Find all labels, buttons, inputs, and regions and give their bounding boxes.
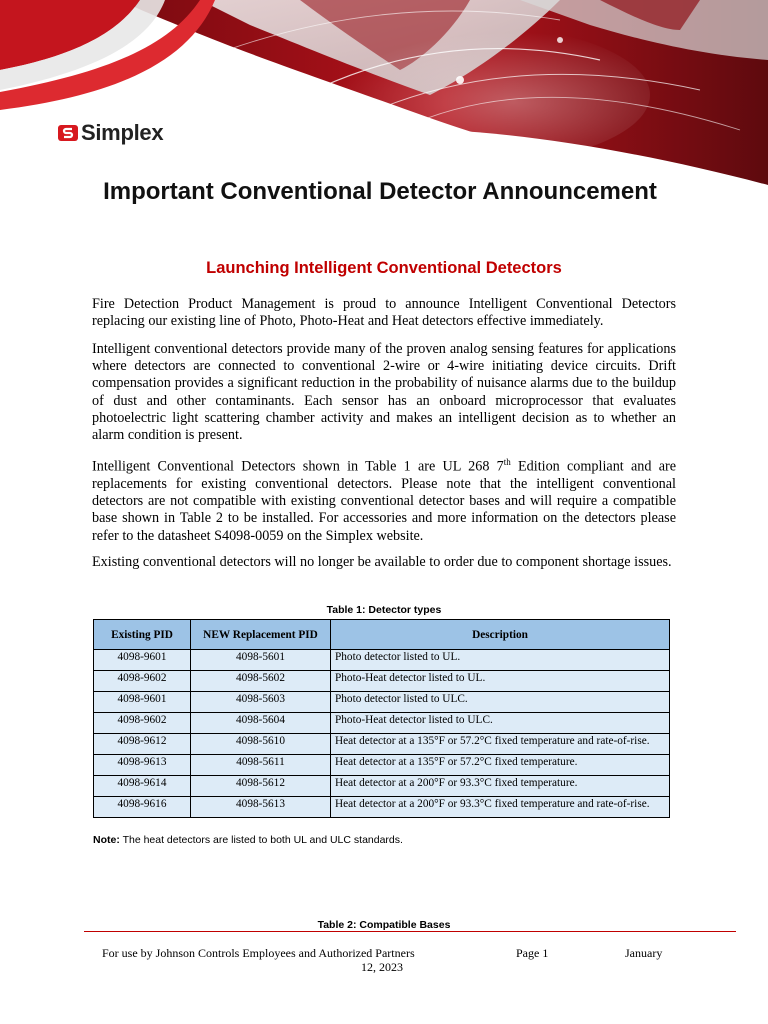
detector-types-table <box>93 619 670 818</box>
footer-divider <box>84 931 736 932</box>
description-cell: Heat detector at a 200°F or 93.3°C fixed temperature. <box>331 776 670 797</box>
existing-pid-cell: 4098-9601 <box>94 650 191 671</box>
paragraph-features: Intelligent conventional detectors provide many of the proven analog sensing features for applications where detectors are connected to conventional 2-wire or 4-wire initiating device circuits. Drift compensation provides a significant reduction in the probability of nuisance alarms due to the buildup of dust and other contaminants. Each sensor has an onboard microprocessor that evaluates photoelectric light scattering chamber activity and makes an intelligent decision as to whether an alarm condition is present. <box>92 341 676 444</box>
section-subtitle: Launching Intelligent Conventional Detectors <box>206 259 562 277</box>
new-pid-cell: 4098-5604 <box>191 713 331 734</box>
footer-page-number: Page 1 <box>516 946 549 960</box>
new-pid-cell: 4098-5612 <box>191 776 331 797</box>
footer-audience-text: For use by Johnson Controls Employees and Authorized Partners <box>102 946 415 960</box>
simplex-logo <box>58 120 163 146</box>
compliance-text-a: Intelligent Conventional Detectors shown in Table 1 are UL 268 7 <box>92 458 504 475</box>
table-note <box>93 834 403 846</box>
new-pid-cell: 4098-5601 <box>191 650 331 671</box>
existing-pid-cell: 4098-9602 <box>94 713 191 734</box>
description-cell: Photo-Heat detector listed to ULC. <box>331 713 670 734</box>
table-header-row <box>94 620 670 650</box>
paragraph-availability: Existing conventional detectors will no longer be available to order due to component shortage issues. <box>92 554 672 570</box>
header-banner-graphic <box>0 0 768 190</box>
description-cell: Photo detector listed to UL. <box>331 650 670 671</box>
paragraph-intro: Fire Detection Product Management is proud to announce Intelligent Conventional Detectors replacing our existing line of Photo, Photo-Heat and Heat detectors effective immediately. <box>92 296 676 330</box>
existing-pid-cell: 4098-9614 <box>94 776 191 797</box>
note-text: The heat detectors are listed to both UL and ULC standards. <box>119 834 403 846</box>
simplex-logo-icon <box>58 123 78 143</box>
compliance-text-b: Edition compliant and are replacements for existing conventional detectors. Please note that the intelligent conventional detectors are not compatible with existing conventional detector bases and will require a compatible base shown in Table 2 to be installed. For accessories and more information on the detectors please refer to the datasheet S4098-0059 on the Simplex website. <box>92 458 677 544</box>
existing-pid-cell: 4098-9612 <box>94 734 191 755</box>
table-row <box>94 755 670 776</box>
new-pid-cell: 4098-5613 <box>191 797 331 818</box>
description-cell: Heat detector at a 135°F or 57.2°C fixed temperature. <box>331 755 670 776</box>
description-cell: Photo-Heat detector listed to UL. <box>331 671 670 692</box>
column-header: Existing PID <box>94 620 191 650</box>
table-row <box>94 734 670 755</box>
table1-caption: Table 1: Detector types <box>326 604 442 616</box>
table-row <box>94 797 670 818</box>
table-row <box>94 692 670 713</box>
existing-pid-cell: 4098-9602 <box>94 671 191 692</box>
existing-pid-cell: 4098-9601 <box>94 692 191 713</box>
description-cell: Photo detector listed to ULC. <box>331 692 670 713</box>
new-pid-cell: 4098-5610 <box>191 734 331 755</box>
table-row <box>94 650 670 671</box>
page-title: Important Conventional Detector Announcement <box>103 178 657 205</box>
paragraph-compliance <box>92 454 676 545</box>
column-header: NEW Replacement PID <box>191 620 331 650</box>
description-cell: Heat detector at a 200°F or 93.3°C fixed temperature and rate-of-rise. <box>331 797 670 818</box>
note-label: Note: <box>93 834 120 846</box>
footer-date-month: January <box>625 946 663 960</box>
table-row <box>94 776 670 797</box>
description-cell: Heat detector at a 135°F or 57.2°C fixed temperature and rate-of-rise. <box>331 734 670 755</box>
simplex-logo-text: Simplex <box>81 120 164 145</box>
compliance-superscript: th <box>503 457 511 467</box>
table2-caption: Table 2: Compatible Bases <box>317 919 451 931</box>
footer-date-rest: 12, 2023 <box>361 960 403 974</box>
new-pid-cell: 4098-5603 <box>191 692 331 713</box>
table-row <box>94 671 670 692</box>
new-pid-cell: 4098-5611 <box>191 755 331 776</box>
new-pid-cell: 4098-5602 <box>191 671 331 692</box>
table-row <box>94 713 670 734</box>
existing-pid-cell: 4098-9616 <box>94 797 191 818</box>
existing-pid-cell: 4098-9613 <box>94 755 191 776</box>
column-header: Description <box>331 620 670 650</box>
